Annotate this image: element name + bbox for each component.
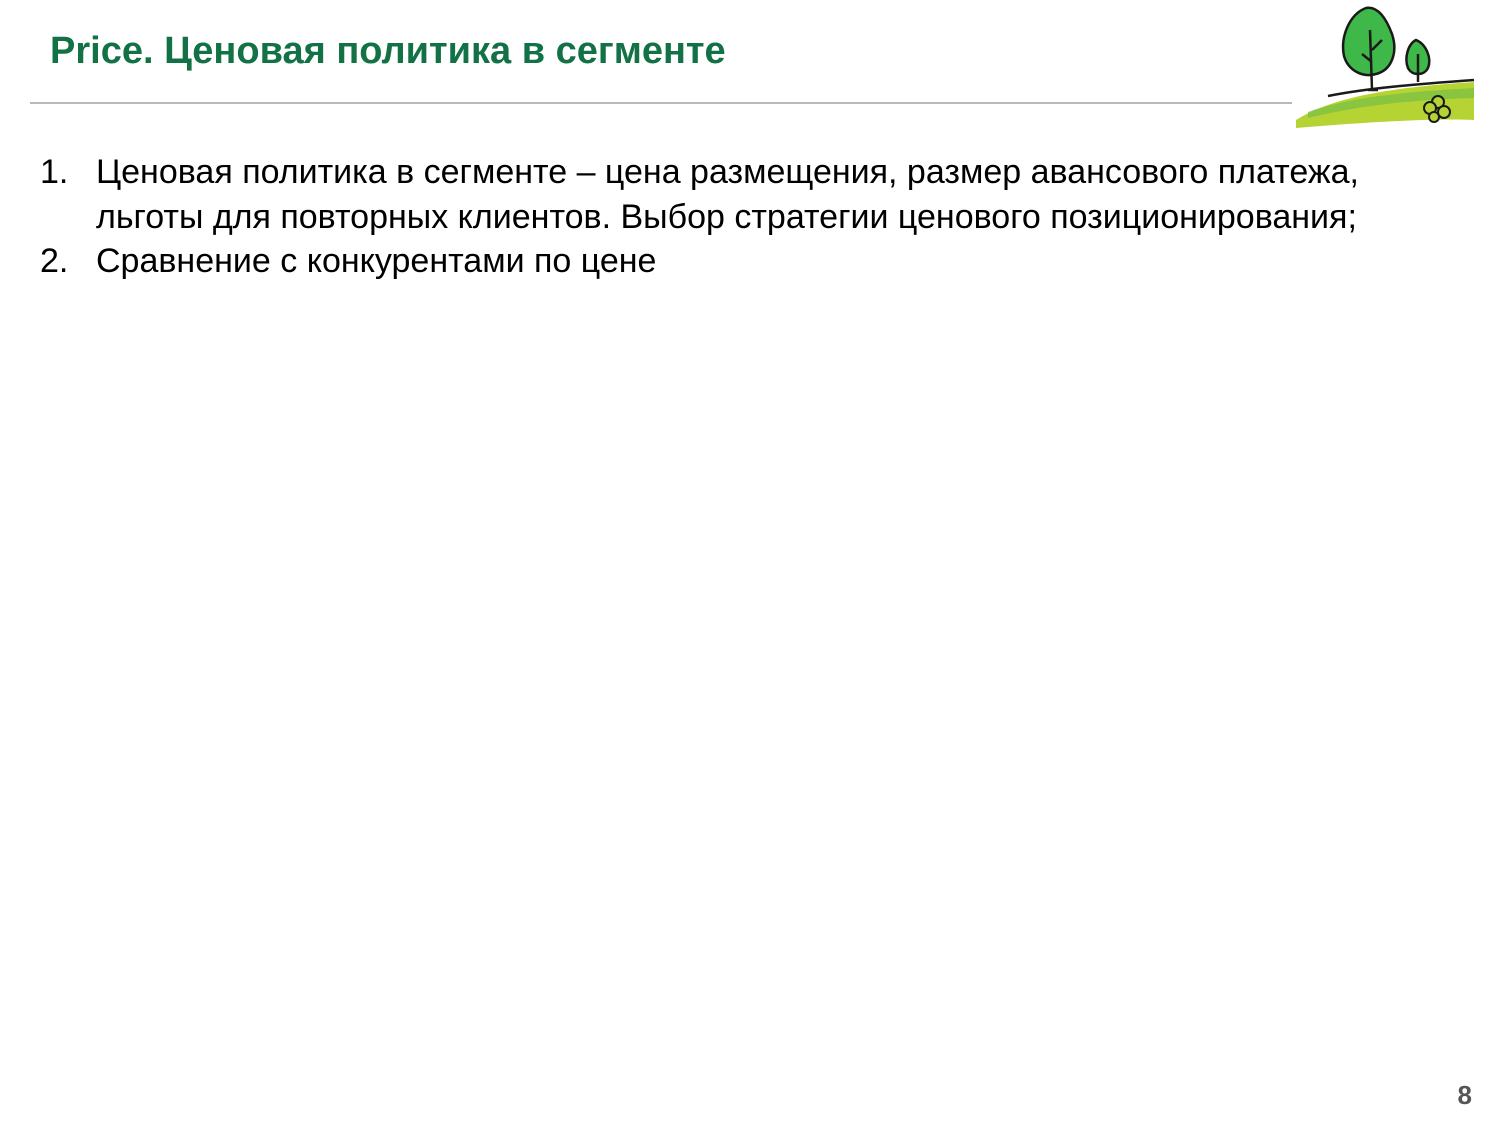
list-item [40,239,1370,284]
title-divider [30,102,1292,104]
page-number: 8 [1457,1080,1472,1110]
list-item-number: 2. [40,242,69,280]
list-item-text: Ценовая политика в сегменте – цена размещения, размер авансового платежа, льготы для повторных клиентов. Выбор стратегии ценового позиционирования; [96,153,1359,236]
list-item-number: 1. [40,153,69,191]
trees-on-hill-icon [1288,0,1478,135]
list-item-text: Сравнение с конкурентами по цене [96,242,657,280]
slide-title: Price. Ценовая политика в сегменте [50,30,726,72]
content-list [40,150,1370,284]
list-item [40,150,1370,239]
